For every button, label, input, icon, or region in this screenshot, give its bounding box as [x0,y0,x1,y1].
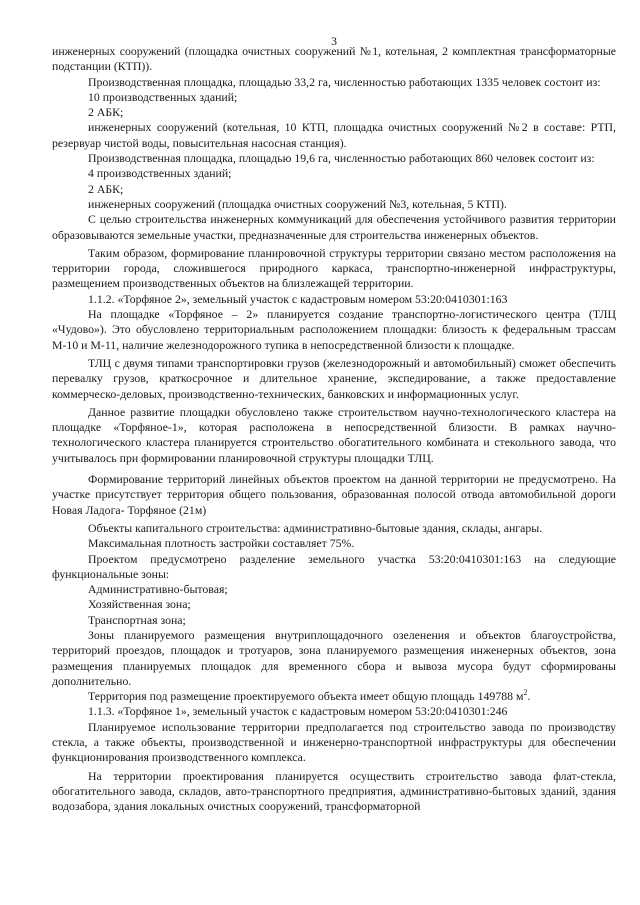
paragraph [52,720,616,766]
paragraph [52,405,616,466]
paragraph-text: Транспортная зона; [88,612,186,627]
paragraph [52,472,616,518]
page-number: 3 [331,34,337,48]
paragraph-text: Территория под размещение проектируемого объекта имеет общую площадь 149788 м [88,689,524,704]
paragraph [52,521,616,536]
paragraph [52,105,616,120]
paragraph-text: На территории проектирования планируется осуществить строительство завода флат-стекла, обогатительного завода, складов, авто-транспортного предприятия, административно-бытовых зданий, здания водозабора, здания локальных очистных сооружений, трансформаторной [52,768,616,814]
paragraph [52,307,616,353]
paragraph [52,769,616,815]
paragraph-text: Таким образом, формирование планировочной структуры территории связано местом расположения на территории города, сложившегося природного каркаса, транспортно-инженерной инфраструктуры, размещением производственных объектов на близлежащей территории. [52,245,616,291]
paragraph [52,292,616,307]
paragraph-text: Планируемое использование территории предполагается под строительство завода по производству стекла, а также объекты, производственной и инженерно-транспортной инфраструктуры для обеспечении функционирования производственного комплекса. [52,719,616,765]
paragraph-text: ТЛЦ с двумя типами транспортировки грузов (железнодорожный и автомобильный) сможет обеспечить перевалку грузов, краткосрочное и длительное хранение, экспедирование, а также предоставление коммерческо-деловых, производственно-технических, банковских и информационных услуг. [52,355,616,401]
paragraph-text: Зоны планируемого размещения внутриплощадочного озеленения и объектов благоустройства, территорий проездов, площадок и тротуаров, зона планируемого размещения инженерных объектов, зона размещения планируемых площадок для временного сбора и вывоза мусора будут сформированы дополнительно. [52,627,616,688]
paragraph [52,75,616,90]
paragraph-text: 10 производственных зданий; [88,89,238,104]
paragraph-tail: . [527,689,531,704]
paragraph-text: Проектом предусмотрено разделение земельного участка 53:20:0410301:163 на следующие функциональные зоны: [52,551,616,581]
paragraph [52,582,616,597]
paragraph-text: инженерных сооружений (площадка очистных сооружений №3, котельная, 5 КТП). [88,196,507,211]
paragraph-text: С целью строительства инженерных коммуникаций для обеспечения устойчивого развития территории образовываются земельные участки, предназначенные для строительства инженерных объектов. [52,212,616,242]
paragraph-text: Формирование территорий линейных объектов проектом на данной территории не предусмотрено. На участке присутствует территория общего пользования, образованная полосой отвода автомобильной дороги Новая Ладога- Торфяное (21м) [52,472,616,517]
paragraph [52,536,616,551]
superscript: 2 [523,688,528,698]
paragraph-text: 2 АБК; [88,181,124,196]
paragraph [52,120,616,151]
paragraph-text: инженерных сооружений (площадка очистных сооружений №1, котельная, 2 комплектная трансформаторные подстанции (КТП)). [52,44,616,74]
paragraph [52,613,616,628]
paragraph-text: Максимальная плотность застройки составляет 75%. [88,536,355,551]
paragraph [52,44,616,75]
paragraph-text: 1.1.3. «Торфяное 1», земельный участок с кадастровым номером 53:20:0410301:246 [88,704,508,719]
paragraph [52,628,616,689]
paragraph-text: Данное развитие площадки обусловлено также строительством научно-технологического кластера на площадке «Торфяное-1», которая расположена в непосредственной близости. В рамках научно-технологического кластера планируется строительство обогатительного комбината и стекольного завода, что учитывалось при формировании планировочной структуры площадки ТЛЦ. [52,404,616,465]
paragraph-text: Объекты капитального строительства: административно-бытовые здания, склады, ангары. [88,520,543,535]
paragraph-text: Производственная площадка, площадью 33,2 га, численностью работающих 1335 человек состоит из: [88,74,601,89]
document-body [52,44,616,815]
paragraph [52,197,616,212]
paragraph [52,182,616,197]
paragraph [52,552,616,583]
paragraph [52,597,616,612]
paragraph [52,151,616,166]
paragraph-text: Административно-бытовая; [88,582,228,597]
paragraph [52,246,616,292]
paragraph-text: инженерных сооружений (котельная, 10 КТП, площадка очистных сооружений №2 в составе: РТП, резервуар чистой воды, повысительная насосная станция). [52,120,616,150]
paragraph [52,166,616,181]
paragraph [52,90,616,105]
paragraph [52,689,616,704]
paragraph [52,212,616,243]
paragraph-text: На площадке «Торфяное – 2» планируется создание транспортно-логистического центра (ТЛЦ «Чудово»). Это обусловлено территориальным расположением площадки: близость к федеральным трассам М-10 и М-11, наличие железнодорожного тупика в непосредственной близости к площадке. [52,307,616,352]
paragraph-text: 1.1.2. «Торфяное 2», земельный участок с кадастровым номером 53:20:0410301:163 [88,291,508,306]
paragraph [52,704,616,719]
paragraph-text: 2 АБК; [88,105,124,120]
paragraph [52,356,616,402]
paragraph-text: Производственная площадка, площадью 19,6 га, численностью работающих 860 человек состоит из: [88,151,595,166]
paragraph-text: 4 производственных зданий; [88,166,232,181]
paragraph-text: Хозяйственная зона; [88,597,191,612]
